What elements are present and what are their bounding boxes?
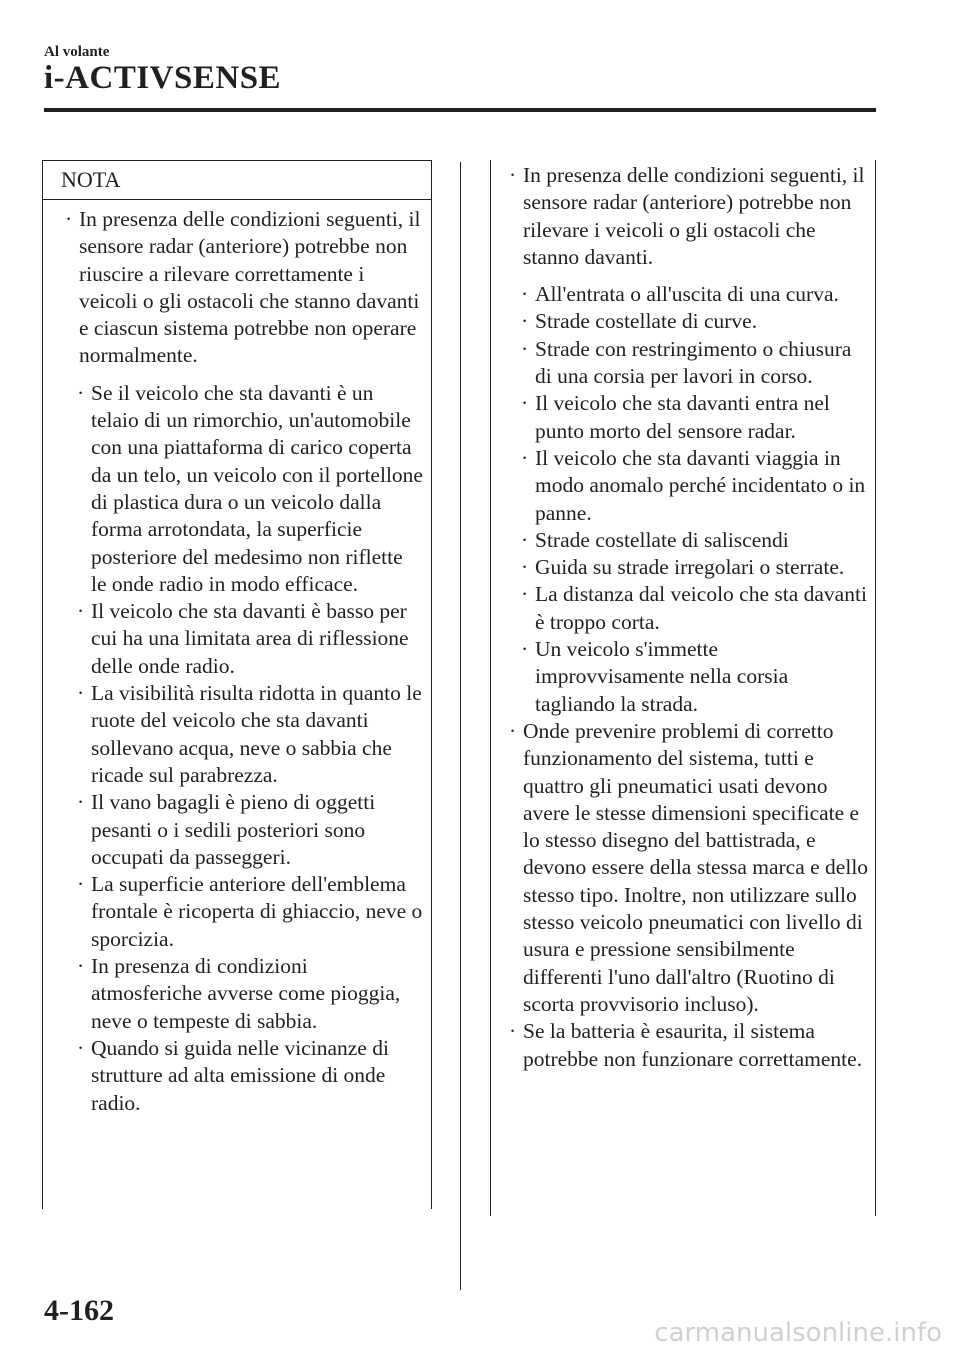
list-item: · Se il veicolo che sta davanti è un telaio di un rimorchio, un'automobile con una piattaforma di carico coperta da un telo, un veicolo con il portellone di plastica dura o un veicolo dalla forma arrotondata, la superficie posteriore del medesimo non riflette le onde radio in modo efficace. xyxy=(75,380,423,598)
list-item: · Il vano bagagli è pieno di oggetti pesanti o i sedili posteriori sono occupati da passeggeri. xyxy=(75,789,423,871)
list-item: · Strade con restringimento o chiusura di una corsia per lavori in corso. xyxy=(519,336,869,391)
list-item: · In presenza di condizioni atmosferiche avverse come pioggia, neve o tempeste di sabbia. xyxy=(75,953,423,1035)
note-body xyxy=(43,200,431,1117)
list-item: · Strade costellate di curve. xyxy=(519,308,869,335)
list-item: · La visibilità risulta ridotta in quanto le ruote del veicolo che sta davanti sollevano acqua, neve o sabbia che ricade sul parabrezza. xyxy=(75,680,423,789)
column-divider xyxy=(460,162,461,1290)
right-intro: · In presenza delle condizioni seguenti, il sensore radar (anteriore) potrebbe non rilevare i veicoli o gli ostacoli che stanno davanti. xyxy=(507,162,869,271)
header-divider xyxy=(44,108,876,112)
watermark: carmanualsonline.info xyxy=(654,1318,942,1348)
list-item: · La distanza dal veicolo che sta davanti è troppo corta. xyxy=(519,581,869,636)
tires-paragraph: · Onde prevenire problemi di corretto funzionamento del sistema, tutti e quattro gli pneumatici usati devono avere le stesse dimensioni specificate e lo stesso disegno del battistrada, e devono essere della stessa marca e dello stesso tipo. Inoltre, non utilizzare sullo stesso veicolo pneumatici con livello di usura e pressione sensibilmente differenti l'uno dall'altro (Ruotino di scorta provvisorio incluso). xyxy=(507,718,869,1018)
list-item: · Il veicolo che sta davanti è basso per cui ha una limitata area di riflessione delle onde radio. xyxy=(75,598,423,680)
page-number: 4-162 xyxy=(44,1294,114,1327)
list-item: · La superficie anteriore dell'emblema frontale è ricoperta di ghiaccio, neve o sporcizia. xyxy=(75,871,423,953)
list-item: · Quando si guida nelle vicinanze di strutture ad alta emissione di onde radio. xyxy=(75,1035,423,1117)
right-sublist xyxy=(519,281,869,718)
list-item: · Il veicolo che sta davanti viaggia in modo anomalo perché incidentato o in panne. xyxy=(519,445,869,527)
list-item: · All'entrata o all'uscita di una curva. xyxy=(519,281,869,308)
section-label: Al volante xyxy=(44,44,110,60)
note-box xyxy=(42,160,432,1209)
note-intro: · In presenza delle condizioni seguenti, il sensore radar (anteriore) potrebbe non riuscire a rilevare correttamente i veicoli o gli ostacoli che stanno davanti e ciascun sistema potrebbe non operare normalmente. xyxy=(63,206,423,370)
list-item: · Un veicolo s'immette improvvisamente nella corsia tagliando la strada. xyxy=(519,636,869,718)
page-title: i-ACTIVSENSE xyxy=(44,60,282,96)
note-title: NOTA xyxy=(43,161,431,200)
list-item: · Guida su strade irregolari o sterrate. xyxy=(519,554,869,581)
note-sublist xyxy=(75,380,423,1117)
battery-paragraph: · Se la batteria è esaurita, il sistema potrebbe non funzionare correttamente. xyxy=(507,1018,869,1073)
list-item: · Strade costellate di saliscendi xyxy=(519,527,869,554)
right-column xyxy=(490,160,876,1216)
list-item: · Il veicolo che sta davanti entra nel punto morto del sensore radar. xyxy=(519,390,869,445)
